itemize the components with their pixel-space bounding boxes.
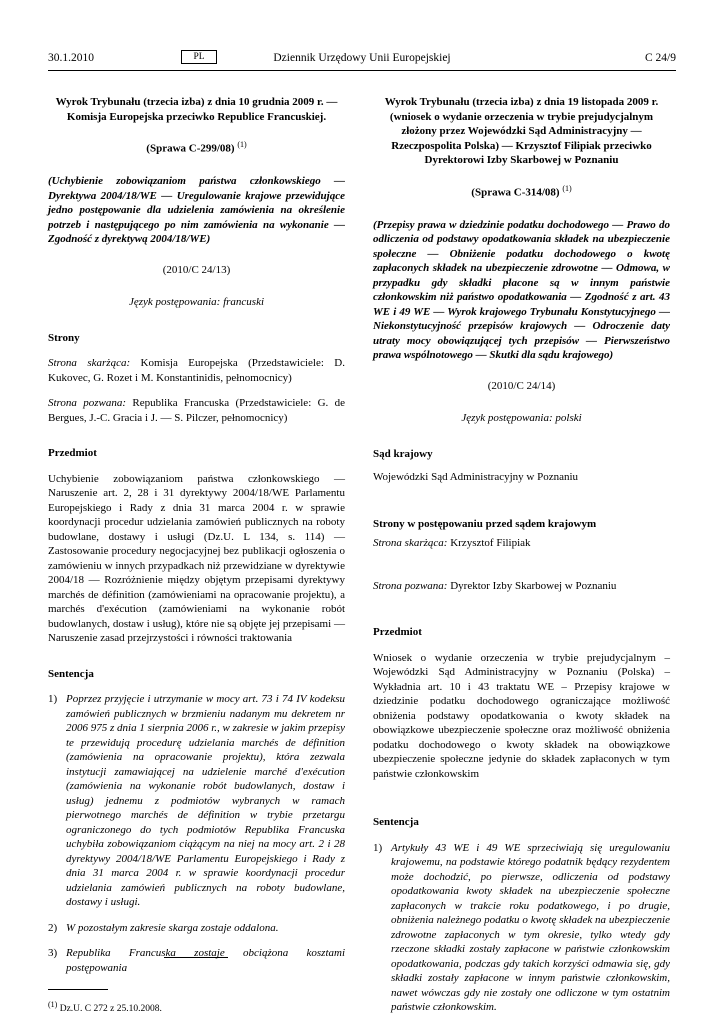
oj-reference: (2010/C 24/14) [487,379,556,392]
case-summary: (Przepisy prawa w dziedzinie podatku dochodowego — Prawo do odliczenia od podstawy opodatkowania składek na ubezpieczenie społeczne — Obniżenie podatku dochodowego o kwotę zapłaconych składek na ubezpieczenie zdrowotne — Odmowa, w przypadku gdy składki płacone są w innym państwie członkowskim niż państwo opodatkowania — Zgodność z art. 43 WE i 49 WE — Wyrok krajowego Trybunału Konstytucyjnego — Niekonstytucyjność przepisów krajowych — Odroczenie daty utraty mocy obowiązującej tych przepisów — Pierwszeństwo prawa wspólnotowego — Skutki dla sądu krajowego) [373,218,670,362]
subject-text: Wniosek o wydanie orzeczenia w trybie prejudycjalnym – Wojewódzki Sąd Administracyjny w Poznaniu (Polska) – Wykładnia art. 10 i 43 traktatu WE – Przepisy krajowe w dziedzinie podatku dochodowego ograniczające możliwość obniżenia podstawy opodatkowania o kwoty składek na obowiązkowe ubezpieczenie społeczne oraz możliwość obniżenia podatku dochodowego o kwoty składek na obowiązkowe ubezpieczenie społeczne jedynie do składek zapłaconych w tym państwie członkowskim [373,651,670,780]
left-column [48,95,345,1017]
subject-text: Uchybienie zobowiązaniom państwa członkowskiego — Naruszenie art. 2, 28 i 31 dyrektywy 2004/18/WE Parlamentu Europejskiego i Rady z dnia 31 marca 2004 r. w sprawie koordynacji procedur udzielania zamówień publicznych na roboty budowlane, dostawy i usługi (Dz.U. L 134, s. 114) — Zastosowanie procedury negocjacyjnej bez publikacji ogłoszenia o zamówieniu w innych przypadkach niż przewidziane w dyrektywie 2004/18 — Rozróżnienie między objętym przepisami dyrektywy marchés de définition (zamówieniami na opracowanie projektu), a marchés d'exécution (zamówieniami na wykonanie robót budowlanych, dostaw i usług), które nie są objęte jej przepisami — Naruszenie zasad przejrzystości i równości traktowania [48,472,345,645]
journal-title: Dziennik Urzędowy Unii Europejskiej [273,52,451,64]
oj-reference: (2010/C 24/13) [162,263,231,276]
ruling-item: 2) W pozostałym zakresie skarga zostaje oddalona. [48,921,279,934]
judgment-title: Wyrok Trybunału (trzecia izba) z dnia 19 listopada 2009 r. (wniosek o wydanie orzeczenia w trybie prejudycjalnym złożony przez Wojewódzki Sąd Administracyjny — Rzeczpospolita Polska) — Krzysztof Filipiak przeciwko Dyrektorowi Izby Skarbowej w Poznaniu [384,96,659,166]
court-heading: Sąd krajowy [373,447,433,460]
subject-heading: Przedmiot [373,626,422,639]
publication-date: 30.1.2010 [48,52,94,64]
applicant: Strona skarżąca: Komisja Europejska (Przedstawiciele: D. Kukovec, G. Rozet i M. Konstantinidis, pełnomocnicy) [48,357,345,384]
language-of-case: Język postępowania: francuski [128,296,265,309]
subject-heading: Przedmiot [48,447,97,460]
case-number: (Sprawa C-314/08) $^{(1)}$ [471,183,572,199]
ruling-heading: Sentencja [373,816,419,829]
footnote-rule [48,989,108,990]
language-of-case: Język postępowania: polski [461,412,582,425]
ruling-item: 1) Poprzez przyjęcie i utrzymanie w mocy art. 73 i 74 IV kodeksu zamówień publicznych w brzmieniu nadanym mu dekretem nr 2006 975 z dnia 1 sierpnia 2006 r., w zakresie w jakim przepisy te przewidują procedurę udzielania marchés de définition (zamówienia na opracowanie projektu), która zezwala instytucji zamawiającej na udzielenie marché d'exécution (zamówienia na wykonanie robót budowlanych, dostaw i usług) jednemu z podmiotów wybranych w ramach pierwotnego marchés de définition w trybie przetargu ograniczonego do tych podmiotów Republika Francuska uchybiła zobowiązaniom ciążącym na niej na mocy art. 2 i 28 dyrektywy 2004/18/WE Parlamentu Europejskiego i Rady z dnia 31 marca 2004 r. w sprawie koordynacji procedur udzielania zamówień publicznych na roboty budowlane, dostawy i usługi. [48,693,345,909]
ruling-item: 3) Republika Francuska zostaje obciążona kosztami postępowania [48,947,345,974]
parties-heading: Strony w postępowaniu przed sądem krajowym [373,517,597,530]
defendant: Strona pozwana: Republika Francuska (Przedstawiciele: G. de Bergues, J.-C. Gracia i J. — S. Pilczer, pełnomocnicy) [48,397,346,424]
page-number: C 24/9 [645,52,676,64]
case-number: (Sprawa C-299/08) $^{(1)}$ [146,140,247,155]
national-court: Wojewódzki Sąd Administracyjny w Poznaniu [373,471,579,484]
ruling-item: 1) Artykuły 43 WE i 49 WE sprzeciwiają się uregulowaniu krajowemu, na podstawie którego podatnik będący rezydentem może dochodzić, po pierwsze, odliczenia od podstawy opodatkowania kwoty składek na ubezpieczenie społeczne zapłaconych w trakcie roku podatkowego, i po drugie, obniżenia należnego podatku o kwotę składek na ubezpieczenie zdrowotne zapłaconych w tym okresie, tylko wtedy gdy rzeczone składki zostały zapłacone w państwie członkowskim opodatkowania, podczas gdy takich korzyści odmawia się, gdy składki zostały zapłacone w innym państwie członkowskim, nawet wówczas gdy nie zostały one odliczone w tym ostatnim państwie członkowskim. [373,841,670,1014]
ruling-heading: Sentencja [48,667,94,680]
right-column [373,95,670,1015]
case-summary: (Uchybienie zobowiązaniom państwa członkowskiego — Dyrektywa 2004/18/WE — Uregulowanie krajowe przewidujące jedno postępowanie dla udzielenia zamówienia na określenie potrzeb i następującego po nim zamówienia na wykonanie — Zgodność z dyrektywą 2004/18/WE) [48,175,345,246]
page-header [48,52,676,68]
page-bottom-rule [164,957,228,958]
applicant: Strona skarżąca: Krzysztof Filipiak [373,537,531,550]
language-badge: PL [181,50,217,64]
footnote-ref[interactable]: (1) [562,183,572,193]
parties-heading: Strony [48,331,80,344]
footnote-ref[interactable]: (1) [237,140,247,149]
judgment-title: Wyrok Trybunału (trzecia izba) z dnia 10 grudnia 2009 r. — Komisja Europejska przeciwko Republice Francuskiej. [55,96,338,123]
header-rule [48,70,676,71]
defendant: Strona pozwana: Dyrektor Izby Skarbowej w Poznaniu [373,579,617,592]
footnote: $^{(1)}$ Dz.U. C 272 z 25.10.2008. [48,1000,162,1015]
